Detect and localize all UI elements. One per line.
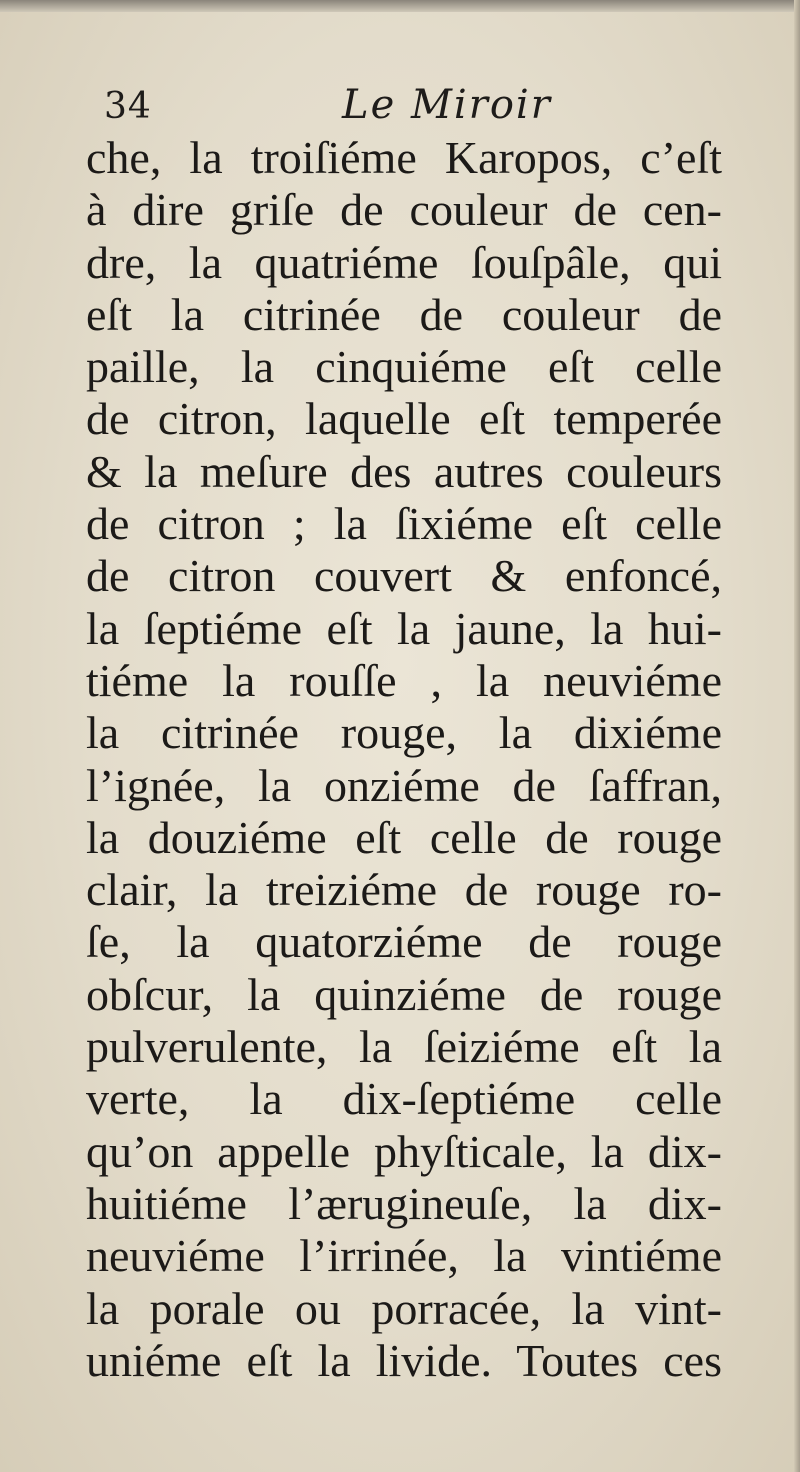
text-line: neuviéme l’irrinée, la vintiéme xyxy=(86,1230,722,1282)
text-line: ſe, la quatorziéme de rouge xyxy=(86,916,722,968)
text-line: la porale ou porracée, la vint- xyxy=(86,1282,722,1334)
text-line: qu’on appelle phyſticale, la dix- xyxy=(86,1125,722,1177)
text-line: verte, la dix-ſeptiéme celle xyxy=(86,1073,722,1125)
text-line: de citron couvert & enfoncé, xyxy=(86,550,722,602)
text-line: huitiéme l’ærugineuſe, la dix- xyxy=(86,1177,722,1229)
text-line: l’ignée, la onziéme de ſaffran, xyxy=(86,759,722,811)
text-line: la douziéme eſt celle de rouge xyxy=(86,811,722,863)
page-header xyxy=(104,82,724,132)
page-right-edge xyxy=(794,0,800,1472)
page-top-edge xyxy=(0,0,800,12)
text-line: dre, la quatriéme ſouſpâle, qui xyxy=(86,236,722,288)
page-number: 34 xyxy=(104,86,152,127)
text-line: uniéme eſt la livide. Toutes ces xyxy=(86,1334,722,1386)
text-line: obſcur, la quinziéme de rouge xyxy=(86,968,722,1020)
body-text xyxy=(86,132,722,1387)
text-line: tiéme la rouſſe , la neuviéme xyxy=(86,654,722,706)
text-line: de citron, laquelle eſt temperée xyxy=(86,393,722,445)
text-line: la ſeptiéme eſt la jaune, la hui- xyxy=(86,602,722,654)
text-line: paille, la cinquiéme eſt celle xyxy=(86,341,722,393)
running-head: Le Miroir xyxy=(342,82,552,128)
text-line: pulverulente, la ſeiziéme eſt la xyxy=(86,1021,722,1073)
text-line: de citron ; la ſixiéme eſt celle xyxy=(86,498,722,550)
text-line: & la meſure des autres couleurs xyxy=(86,445,722,497)
text-line: à dire griſe de couleur de cen- xyxy=(86,184,722,236)
text-line: la citrinée rouge, la dixiéme xyxy=(86,707,722,759)
text-line: che, la troiſiéme Karopos, c’eſt xyxy=(86,132,722,183)
text-line: clair, la treiziéme de rouge ro- xyxy=(86,864,722,916)
text-line: eſt la citrinée de couleur de xyxy=(86,288,722,340)
